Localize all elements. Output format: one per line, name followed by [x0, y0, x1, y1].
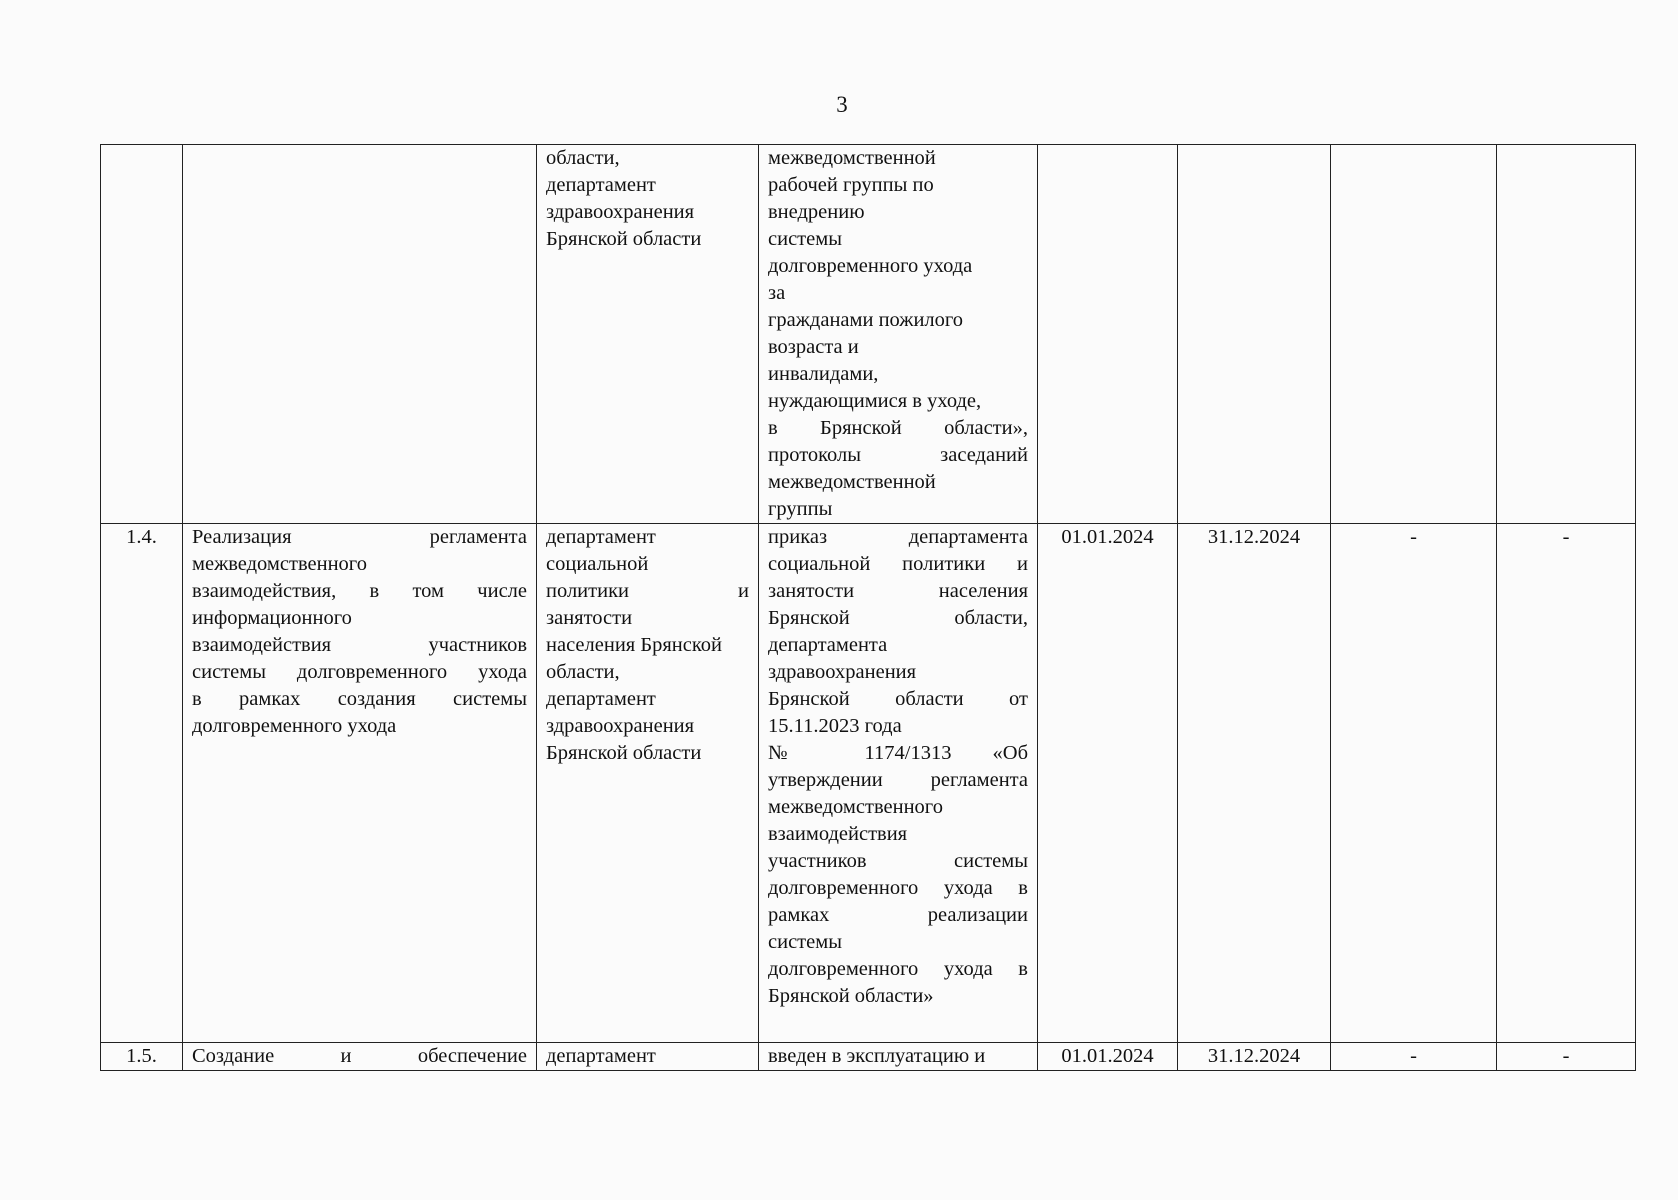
cell-responsible: области, департамент здравоохранения Брянской области — [537, 145, 759, 524]
cell-name — [183, 145, 537, 524]
cell-name: Создание и обеспечение — [183, 1043, 537, 1071]
cell-end-date: 31.12.2024 — [1178, 524, 1331, 1043]
plan-table — [100, 144, 1636, 1071]
cell-end-date: 31.12.2024 — [1178, 1043, 1331, 1071]
cell-number — [101, 145, 183, 524]
cell-col8: - — [1497, 1043, 1636, 1071]
cell-responsible: департамент — [537, 1043, 759, 1071]
table-row-1-5 — [101, 1043, 1636, 1071]
cell-document: межведомственной рабочей группы по внедрению системы долговременного ухода за гражданами пожилого возраста и инвалидами, нуждающимися в уходе, в Брянской области», протоколы заседаний межведомственной группы — [759, 145, 1038, 524]
cell-number: 1.4. — [101, 524, 183, 1043]
cell-number: 1.5. — [101, 1043, 183, 1071]
cell-start-date: 01.01.2024 — [1038, 1043, 1178, 1071]
cell-col7 — [1331, 145, 1497, 524]
cell-name: Реализация регламента межведомственного взаимодействия, в том числе информационного взаимодействия участников системы долговременного ухода в рамках создания системы долговременного ухода — [183, 524, 537, 1043]
cell-end-date — [1178, 145, 1331, 524]
cell-col7: - — [1331, 1043, 1497, 1071]
cell-responsible: департамент социальной политики и занятости населения Брянской области, департамент здравоохранения Брянской области — [537, 524, 759, 1043]
cell-col8: - — [1497, 524, 1636, 1043]
cell-col7: - — [1331, 524, 1497, 1043]
page-number: 3 — [836, 92, 848, 117]
cell-document: приказ департамента социальной политики и занятости населения Брянской области, департамента здравоохранения Брянской области от 15.11.2023 года № 1174/1313 «Об утверждении регламента межведомственного взаимодействия участников системы долговременного ухода в рамках реализации системы долговременного ухода в Брянской области» — [759, 524, 1038, 1043]
table-row-continuation — [101, 145, 1636, 524]
table-row-1-4 — [101, 524, 1636, 1043]
cell-document: введен в эксплуатацию и — [759, 1043, 1038, 1071]
cell-col8 — [1497, 145, 1636, 524]
cell-start-date — [1038, 145, 1178, 524]
cell-start-date: 01.01.2024 — [1038, 524, 1178, 1043]
